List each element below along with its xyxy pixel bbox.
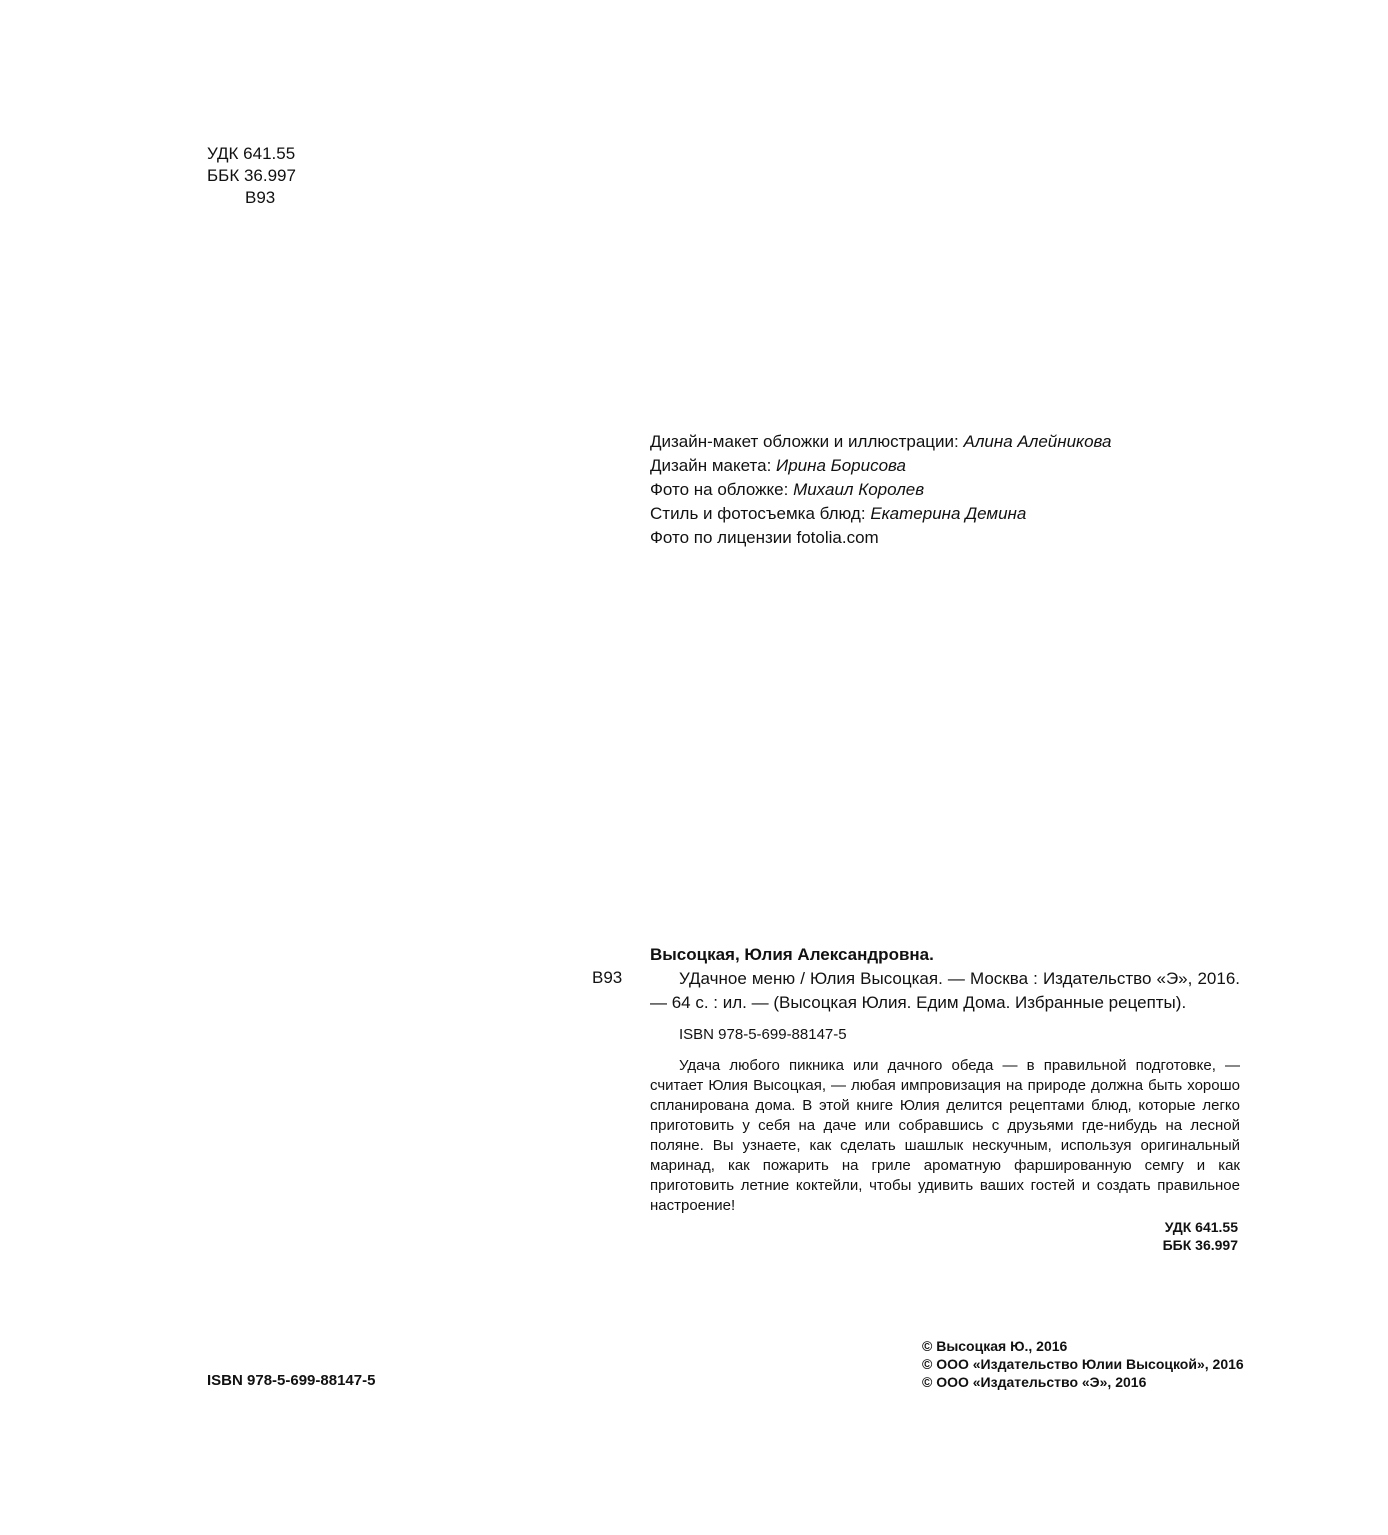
credit-role: Стиль и фотосъемка блюд:: [650, 504, 866, 523]
credit-line: [650, 526, 1112, 550]
copyright-line: © ООО «Издательство Юлии Высоцкой», 2016: [922, 1356, 1244, 1372]
credit-line: [650, 454, 1112, 478]
biblio-isbn: ISBN 978-5-699-88147-5: [679, 1026, 847, 1043]
biblio-annotation: Удача любого пикника или дачного обеда — в правильной подготовке, — считает Юлия Высоцкая, — любая импровизация на природе должна быть хорошо спланирована дома. В этой книге Юлия делится рецептами блюд, которые легко приготовить у себя на даче или собравшись с друзьями где-нибудь на лесной поляне. Вы узнаете, как сделать шашлык нескучным, используя оригинальный маринад, как пожарить на гриле ароматную фаршированную семгу и как приготовить летние коктейли, чтобы удивить ваших гостей и создать правильное настроение!: [650, 1057, 1240, 1214]
biblio-udk: УДК 641.55: [1164, 1219, 1238, 1235]
biblio-codes: [650, 1218, 1238, 1254]
credit-line: [650, 430, 1112, 454]
credit-line: [650, 478, 1112, 502]
classification-block: [207, 143, 296, 209]
copyright-block: [922, 1337, 1244, 1391]
credits-block: [650, 430, 1112, 550]
biblio-author-sign: В93: [592, 968, 623, 987]
credit-role: Фото на обложке:: [650, 480, 789, 499]
credit-name: Алина Алейникова: [963, 432, 1112, 451]
isbn-bottom: ISBN 978-5-699-88147-5: [207, 1372, 376, 1389]
udk-code: УДК 641.55: [207, 144, 296, 163]
credit-role: Дизайн-макет обложки и иллюстрации:: [650, 432, 959, 451]
credit-name: Михаил Королев: [793, 480, 925, 499]
copyright-line: © Высоцкая Ю., 2016: [922, 1338, 1068, 1354]
author-sign: В93: [245, 188, 276, 207]
bbk-code: ББК 36.997: [207, 166, 296, 185]
bibliographic-record: [650, 943, 1240, 1254]
credit-name: Ирина Борисова: [776, 456, 906, 475]
credit-name: Екатерина Демина: [870, 504, 1027, 523]
biblio-author: Высоцкая, Юлия Александровна.: [650, 945, 934, 964]
credit-role: Дизайн макета:: [650, 456, 772, 475]
biblio-bbk: ББК 36.997: [1162, 1237, 1238, 1253]
biblio-description: УДачное меню / Юлия Высоцкая. — Москва : Издательство «Э», 2016. — 64 с. : ил. — (Высоцкая Юлия. Едим Дома. Избранные рецепты).: [650, 969, 1240, 1012]
copyright-line: © ООО «Издательство «Э», 2016: [922, 1374, 1147, 1390]
credit-role: Фото по лицензии fotolia.com: [650, 528, 879, 547]
credit-line: [650, 502, 1112, 526]
